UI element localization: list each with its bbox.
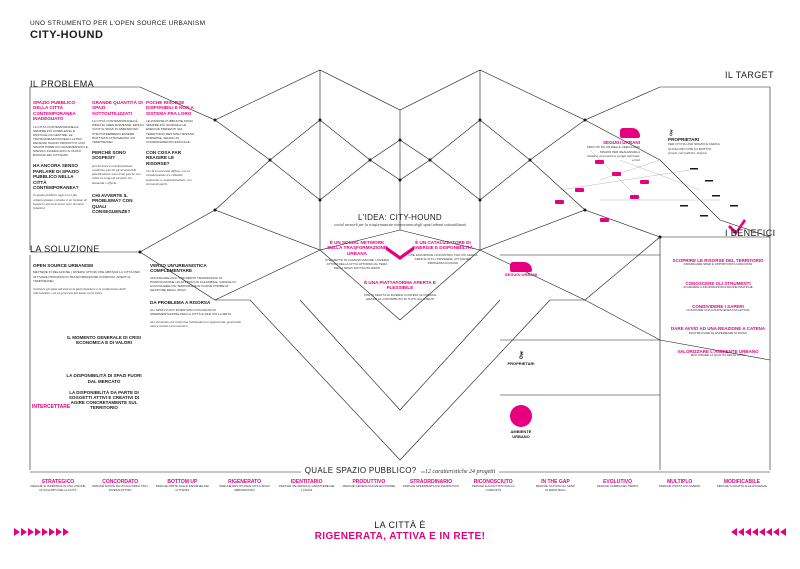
feature-body: PERCHÉ È ACCETTATO DALLA COMUNITÀ [472,484,515,492]
problem-column-question: CON COSA FAR REAGIRE LE RISORSE? [146,149,182,166]
feature-item [652,479,708,492]
feature-body: PERCHÉ SI ADATTA ALLE ESIGENZE [716,484,767,488]
benefit-item [668,349,768,358]
benefit-item [668,258,768,267]
target-proprietari-italic: privati, enti pubblici, imprese [668,150,707,155]
solution-title-1: OPEN SOURCE URBANISM [33,263,93,268]
header-kicker: UNO STRUMENTO PER L'OPEN SOURCE URBANISM [30,20,206,27]
problem-column-italic: perché manca un'informazione condivisa, perché gli strumenti di pianificazione sono lenti, perché non esiste un luogo di incontro tra domanda e offerta. [92,163,141,185]
key-icon: ⚷ [668,128,674,137]
footer-line-2: RIGENERATA, ATTIVA E IN RETE! [314,531,486,542]
feature-item [279,479,335,492]
feature-title: RIGENERATO [228,479,261,485]
feature-body: PERCHÉ RESTITUISCE VITA A SPAZI ABBANDONATI [219,484,270,492]
benefit-actor-ambiente [502,405,540,440]
solution-body-3: GLI SPAZI VUOTI DIVENTANO OCCASIONI DI SPERIMENTAZIONE PER LA CITTÀ E PER CHI LA ABITA. [150,307,232,316]
public-space-heading [0,460,800,478]
section-solution: LA SOLUZIONE [30,244,100,254]
feature-body: PERCHÉ PARTE DALLE ESIGENZE DEI CITTADINI [155,484,209,492]
problem-column-body: LA CITTÀ CONTEMPORANEA È PIENA DI AREE DISMESSE, EDIFICI VUOTI E SPAZI IN ABBANDONO CHE POTREBBERO ESSERE RIATTIVATI ATTRAVERSO USI TEMPORANEI. [92,119,144,144]
idea-box-body: CHE SI ADATTA AI DIVERSI CONTESTI E CRESCE GRAZIE AL CONTRIBUTO DI TUTTI GLI UTENTI [363,292,437,301]
benefit-body: INDIVIDUARE SPAZI E OPPORTUNITÀ NASCOSTE [683,262,753,267]
public-space-question: QUALE SPAZIO PUBBLICO? [301,466,421,475]
target-segugi-body: PER CHI HA UN'IDEA E CERCA UNO SPAZIO PER REALIZZARLA [587,145,640,154]
feature-item [217,479,273,492]
footer [0,520,800,542]
idea-box-title: È UN SOCIAL NETWORK SULLA TRASFORMAZIONE URBANA [327,240,387,256]
problem-column-question: HA ANCORA SENSO PARLARE DI SPAZIO PUBBLICO NELLA CITTÀ CONTEMPORANEA? [33,163,79,190]
problem-column-body: LA CITTÀ CONTEMPORANEA È SEMPRE PIÙ COMPLESSA E DIFFICILE DA GESTIRE. LE TRASFORMAZIONI DEGLI ULTIMI DECENNI HANNO PRODOTTO UNO SPAZIO PUBBLICO FRAMMENTATO E SPESSO INADEGUATO AI NUOVI BISOGNI DEI CITTADINI. [33,124,88,158]
section-target: IL TARGET [725,70,774,80]
idea-box-body: CHE FAVORISCE L'INCONTRO TRA CHI CERCA SPAZI E CHI LI POSSIEDE, ATTIVANDO PROCESSI DI RIUSO [408,252,478,265]
benefit-item [668,281,768,290]
solution-box-1: IL MOMENTO GENERALE DI CRISI ECONOMICA E DI VALORI [67,335,141,346]
feature-body: PERCHÉ SI INSERISCE IN UNA VISIONE DI SVILUPPO DELLA CITTÀ [30,484,86,492]
benefit-actor-label: SEGUGI URBANI [504,272,538,277]
public-space-count: 12 caratteristiche 24 progetti [425,469,499,475]
solution-box-2: LA DISPONIBILITÀ DI SPAZI FUORI DAL MERCATO [66,373,142,384]
problem-column-italic: con la conoscenza diffusa, con la collaborazione tra cittadini, proprietari e amministrazioni, con strumenti aperti. [146,169,192,186]
feature-item [590,479,646,492]
idea-box-title: È UNA PIATTAFORMA APERTA E FLESSIBILE [364,280,436,291]
benefit-title: DARE AVVIO AD UNA REAZIONE A CATENA [670,326,766,332]
solution-box-3: LA DISPONIBILITÀ DA PARTE DI SOGGETTI ATTIVI E CREATIVI DI AGIRE CONCRETAMENTE SUL TERRITORIO [68,389,140,411]
problem-column-title: GRANDE QUANTITÀ DI SPAZI SOTTOUTILIZZATI [92,100,143,116]
footer-line-1: LA CITTÀ È [374,520,426,530]
feature-item [154,479,210,492]
idea-box-body: CHE METTE IN COMUNICAZIONE I DIVERSI ATTORI DELLA CITTÀ ATTORNO AL TEMA DEGLI SPAZI SOTTOUTILIZZATI [325,258,389,271]
section-benefits: I BENEFICI [725,228,776,238]
benefit-title: SCOPRIRE LE RISORSE DEL TERRITORIO [672,258,764,263]
target-segugi-title: SEGUGI URBANI [602,140,640,145]
feature-item [465,479,521,492]
benefit-body: ACCEDERE A INFORMAZIONI E BUONE PRATICHE [683,285,753,289]
problem-column-question: PERCHÉ SONO SOSPESI? [92,149,126,161]
benefit-title: VALORIZZARE L'AMBIENTE URBANO [677,349,759,355]
solution-italic-1: riattivare gli spazi attraverso la partecipazione e la condivisione delle informazioni, con un processo dal basso verso l'alto. [33,286,126,295]
feature-body: PERCHÉ OCCUPA GLI SPAZI INTERSTIZIALI [535,484,575,492]
feature-title: BOTTOM UP [167,479,198,485]
solution-italic-2: uno strumento che trasforma l'abbandono in opportunità, generando valore sociale ed economico. [150,319,242,329]
feature-title: STRATEGICO [41,479,75,485]
idea-subtitle: social network per la trasformazione temporanea degli spazi urbani sottoutilizzati [334,222,466,227]
intercettare-label: INTERCETTARE [32,404,71,410]
section-problem: IL PROBLEMA [30,79,95,89]
idea-title: L'IDEA: CITY-HOUND [358,213,442,222]
feature-item [30,479,86,492]
problem-column-italic: lo spazio pubblico oggi non è più soltanto piazza o strada: è un insieme di luoghi in attesa di nuovi usi e di nuove relazioni. [33,193,87,211]
benefit-item [668,304,768,313]
feature-title: IDENTITARIO [290,479,323,485]
benefit-body: COSTRUIRE UNA CONOSCENZA COLLETTIVA [686,307,750,312]
feature-body: PERCHÉ VALORIZZA IL CARATTERE DEI LUOGHI [279,484,335,492]
problem-column-title: SPAZIO PUBBLICO DELLA CITTÀ CONTEMPORANEA INADEGUATO [33,100,76,122]
benefit-actor-label: AMBIENTE URBANO [510,429,532,440]
problem-column-body: LE RISORSE PUBBLICHE SONO SEMPRE PIÙ SCARSE E LE ENERGIE PRESENTI SUL TERRITORIO RESTANO SPESSO DISPERSE, SENZA UN COORDINAMENTO EFFICACE. [146,119,195,144]
benefit-body: MOLTIPLICARE LE ESPERIENZE DI RIUSO [688,330,748,335]
problem-column-title: POCHE RISORSE DISPONIBILI E NON A SISTEMA FRA LORO [146,100,194,116]
feature-title: CONCORDATO [102,479,139,485]
features-row [30,479,770,492]
feature-body: PERCHÉ SPERIMENTA USI INASPETTATI [403,484,459,488]
feature-item [92,479,148,492]
hound-icon [510,262,532,272]
page-title: CITY-HOUND [30,29,104,41]
globe-icon [510,405,532,427]
feature-item [341,479,397,492]
solution-body-1: METTERE IN RELAZIONE I DIVERSI ATTORI CHE ABITANO LA CITTÀ PER ATTIVARE PROCESSI DI TRASFORMAZIONE CONDIVISI, APERTI E TEMPORANEI. [33,270,140,283]
benefit-title: CONDIVIDERE I SAPERI [692,303,744,309]
solution-title-2: VERSO UN'URBANISTICA COMPLEMENTARE [150,263,207,274]
problem-question-2: CHI AVVERTE IL PROBLEMA? CON QUALI CONSEGUENZE? [92,193,133,215]
feature-title: MULTIPLO [667,479,693,485]
feature-title: MODIFICABILE [723,479,760,485]
benefit-actor-segugi [502,262,540,277]
benefit-item [668,326,768,335]
feature-body: PERCHÉ NASCE DA UN ACCORDO TRA I DIVERSI ATTORI [92,484,149,492]
solution-body-2: AFFIANCARE AGLI STRUMENTI TRADIZIONALI DI PIANIFICAZIONE UN APPROCCIO FLESSIBILE, CAPACE DI ACCOGLIERE USI TEMPORANEI E NUOVE FORME DI GESTIONE DEGLI SPAZI. [150,275,236,293]
feature-item [403,479,459,492]
idea-box-title: È UN CATALIZZATORE DI ENERGIE E DISPONIBILITÀ [413,240,473,251]
feature-title: IN THE GAP [541,479,570,485]
solution-title-3: DA PROBLEMA A RISORSA [150,300,211,306]
feature-body: PERCHÉ GENERA NUOVE ECONOMIE [342,484,396,488]
feature-title: EVOLUTIVO [603,479,632,485]
feature-body: PERCHÉ CAMBIA NEL TEMPO [596,484,639,488]
target-proprietari-title: PROPRIETARI [668,137,700,142]
benefit-actor-label: PROPRIETARI [507,361,535,366]
feature-body: PERCHÉ OSPITA USI DIVERSI [659,484,701,488]
benefit-body: MIGLIORARE LA QUALITÀ DELLA CITTÀ [690,353,746,358]
feature-title: RICONOSCIUTO [473,479,513,485]
benefit-actor-proprietari [502,350,540,366]
feature-item [527,479,583,492]
target-proprietari-body: PER CHI HA UNO SPAZIO E CERCA QUALCUNO CHE LO RIATTIVI [668,142,720,151]
benefits-list [668,258,768,358]
feature-title: STRAORDINARIO [409,479,453,485]
feature-item [714,479,770,492]
target-segugi-italic: cittadini, associazioni, gruppi informali, artisti [586,153,640,162]
benefit-title: CONOSCERE GLI STRUMENTI [685,280,751,286]
feature-title: PRODUTTIVO [352,479,386,485]
key-icon: ⚷ [517,350,525,361]
